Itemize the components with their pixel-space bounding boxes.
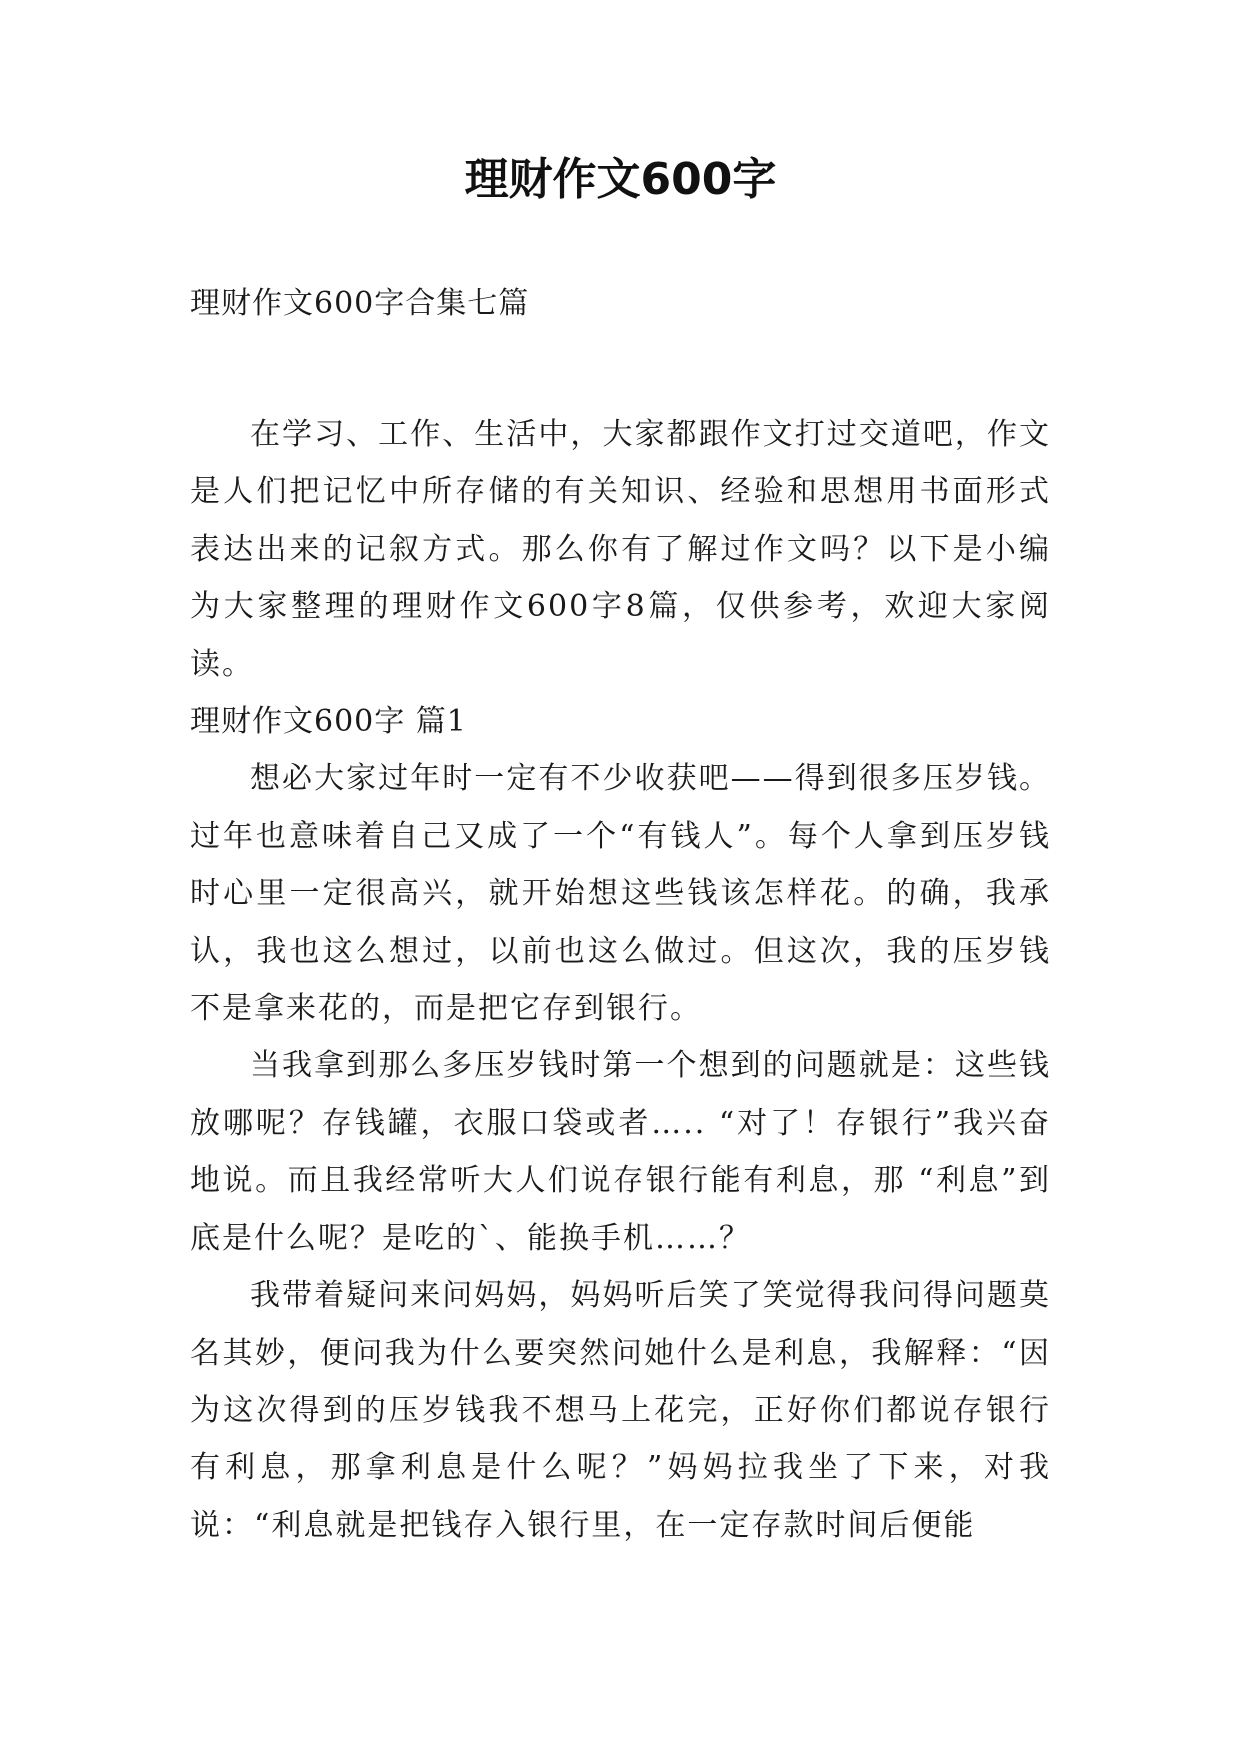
document-body — [190, 406, 1051, 1554]
section-heading: 理财作文600字 篇1 — [190, 704, 467, 740]
intro-paragraph: 在学习、工作、生活中，大家都跟作文打过交道吧，作文是人们把记忆中所存储的有关知识、经验和思想用书面形式表达出来的记叙方式。那么你有了解过作文吗？以下是小编为大家整理的理财作文600字8篇，仅供参考，欢迎大家阅读。 — [190, 417, 1051, 682]
document-subtitle: 理财作文600字合集七篇 — [190, 286, 530, 321]
body-paragraph: 我带着疑问来问妈妈，妈妈听后笑了笑觉得我问得问题莫名其妙，便问我为什么要突然问她什么是利息，我解释：“因为这次得到的压岁钱我不想马上花完，正好你们都说存银行有利息，那拿利息是什么呢？”妈妈拉我坐了下来，对我说：“利息就是把钱存入银行里，在一定存款时间后便能 — [190, 1278, 1051, 1543]
document-title: 理财作文600字 — [464, 154, 777, 205]
body-paragraph: 想必大家过年时一定有不少收获吧——得到很多压岁钱。过年也意味着自己又成了一个“有钱人”。每个人拿到压岁钱时心里一定很高兴，就开始想这些钱该怎样花。的确，我承认，我也这么想过，以前也这么做过。但这次，我的压岁钱不是拿来花的，而是把它存到银行。 — [190, 761, 1051, 1027]
body-paragraph: 当我拿到那么多压岁钱时第一个想到的问题就是：这些钱放哪呢？存钱罐，衣服口袋或者….. “对了！存银行”我兴奋地说。而且我经常听大人们说存银行能有利息，那 “利息”到底是什么呢？是吃的`、能换手机……？ — [190, 1048, 1051, 1256]
